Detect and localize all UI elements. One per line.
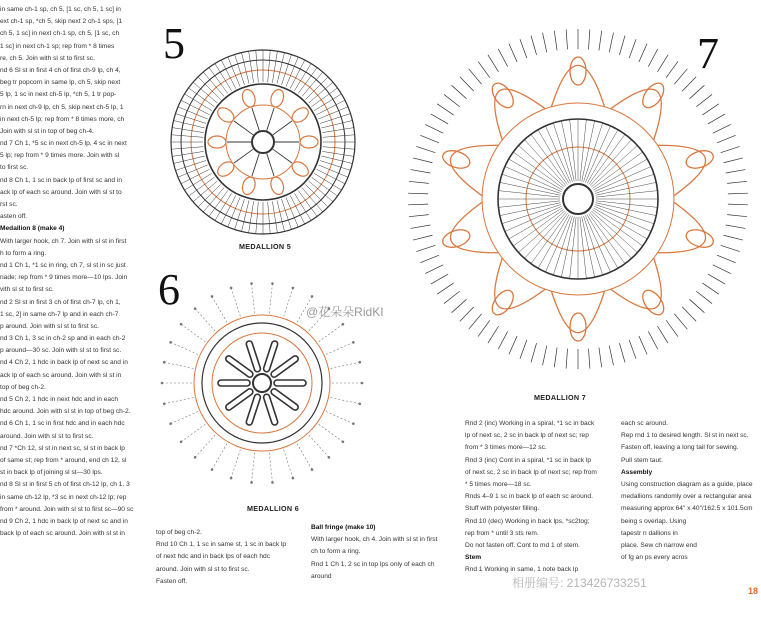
- left-column-line: asten off.: [0, 213, 28, 221]
- left-column-line: h to form a ring.: [0, 249, 47, 257]
- left-column-line: back lp of each sc around. Join with sl st in: [0, 530, 125, 538]
- right-col-b-line: Assembly: [621, 468, 653, 476]
- right-col-b-line: of fg an ps every acros: [621, 554, 688, 562]
- left-column-line: 5 lp; rep from * 9 times more. Join with sl: [0, 152, 120, 160]
- left-column-line: 5 lp, 1 sc in next ch-5 lp, *ch 5, 1 tr pop-: [0, 91, 117, 99]
- left-column-line: nd 8 Sl st in first 5 ch of first ch-12 lp, ch 1, 3: [0, 481, 130, 489]
- mid-column-line: of next hdc and in back lps of each hdc: [156, 553, 270, 561]
- right-col-b-line: Fasten off, leaving a long tail for sewing.: [621, 444, 739, 452]
- left-column-line: ch 5, 1 sc] in next ch-1 sp, ch 5, [1 sc, ch: [0, 30, 120, 38]
- left-column-line: ack lp of each sc around. Join with sl st to: [0, 188, 122, 196]
- left-column-line: nd 6 Sl st in first 4 ch of first ch-9 lp, ch 4,: [0, 66, 121, 74]
- watermark-weibo: @花朵朵RidKI: [306, 305, 384, 319]
- medallion-7-diagram: [408, 29, 748, 369]
- right-col-a-line: Rnd 10 (dec) Working in back lps, *sc2tog;: [465, 517, 590, 525]
- watermark-album-id: 相册编号: 213426733251: [512, 576, 647, 590]
- left-column-line: ack lp of each sc around. Join with sl st in: [0, 371, 122, 379]
- right-col-b-line: Using construction diagram as a guide, place: [621, 480, 753, 488]
- right-col-b-line: place. Sew ch narrow end: [621, 541, 697, 549]
- left-column-line: beg tr popcorn in same lp, ch 5, skip next: [0, 79, 121, 87]
- right-col-b-line: being s overlap. Using: [621, 517, 687, 525]
- left-column-line: nd 5 Ch 2, 1 hdc in next hdc and in each: [0, 396, 119, 403]
- left-column-line: Join with sl st in top of beg ch-4.: [0, 127, 94, 135]
- left-column-line: nd 7 Ch 1, *5 sc in next ch-5 lp, 4 sc in next: [0, 140, 127, 148]
- right-col-a-line: Stuff with polyester filling.: [465, 505, 540, 513]
- right-col-a-line: Rnds 4–9 1 sc in back lp of each sc around.: [465, 493, 593, 501]
- left-column-line: from * around. Join with sl st to first sc—90 sc: [0, 505, 134, 513]
- left-column-line: st in back lp of joining sl st—30 lps.: [0, 469, 103, 477]
- left-column-line: nd 9 Ch 2, 1 hdc in back lp of next sc and in: [0, 517, 128, 525]
- ball-fringe-line: around: [311, 572, 332, 580]
- left-column-line: ext ch-1 sp, *ch 5, skip next 2 ch-1 sps, [1: [0, 18, 123, 26]
- right-col-b-line: each sc around.: [621, 420, 668, 427]
- left-column-line: around. Join with sl st to first sc.: [0, 432, 94, 440]
- left-column-line: in next ch-5 lp; rep from * 8 times more, ch: [0, 115, 125, 123]
- right-col-a-line: of next sc, 2 sc in back lp of next sc; rep from: [465, 468, 597, 476]
- left-column-line: p around. Join with sl st to first sc.: [0, 322, 99, 330]
- mid-column-line: Fasten off.: [156, 577, 188, 585]
- right-col-a-line: from * 3 times more—12 sc.: [465, 444, 547, 452]
- figure-number-6: 6: [158, 265, 180, 314]
- left-column-line: nd 8 Ch 1, 1 sc in back lp of first sc and in: [0, 176, 123, 184]
- medallion-5-diagram: [171, 50, 355, 234]
- left-column-line: nade; rep from * 9 times more—10 lps. Join: [0, 274, 128, 282]
- left-column-line: in same ch-1 sp, ch 5, [1 sc, ch 5, 1 sc] in: [0, 6, 121, 13]
- left-column-line: of same st; rep from * around, end ch 12, sl: [0, 456, 127, 464]
- right-col-b-line: Pull stem taut.: [621, 456, 663, 464]
- left-column-line: nd 6 Ch 1, 1 sc in first hdc and in each hdc: [0, 420, 125, 428]
- left-column-line: nd 7 *Ch 12, sl st in next sc, sl st in back lp: [0, 444, 125, 452]
- ball-fringe-line: Ball fringe (make 10): [311, 524, 376, 531]
- left-column-line: nd 1 Ch 1, *1 sc in ring, ch 7, sl st in sc just: [0, 261, 126, 269]
- left-column-line: in same ch-12 lp, *3 sc in next ch-12 lp; rep: [0, 493, 127, 501]
- left-column-line: 1 sc] in next ch-1 sp; rep from * 8 times: [0, 42, 115, 50]
- caption-medallion-6: MEDALLION 6: [247, 504, 300, 513]
- ball-fringe-line: ch to form a ring.: [311, 548, 361, 556]
- right-col-a-line: Do not fasten off. Cont to md 1 of stem.: [465, 541, 580, 549]
- right-col-a-line: * 5 times more—18 sc.: [465, 480, 532, 488]
- left-column-line: rn in next ch-9 lp, ch 5, skip next ch-5 lp, 1: [0, 103, 124, 111]
- right-col-a-line: Stem: [465, 554, 482, 562]
- right-col-a-line: rep from * until 3 sts rem.: [465, 529, 539, 537]
- right-col-a-line: lp of next sc, 2 sc in back lp of next sc; rep: [465, 432, 589, 440]
- right-col-a-line: Rnd 2 (inc) Working in a spiral, *1 sc in back: [465, 420, 595, 427]
- right-col-b-line: Rep rnd 1 to desired length. Sl st in next sc.: [621, 432, 749, 440]
- left-column-line: With larger hook, ch 7. Join with sl st in first: [0, 237, 127, 245]
- figure-number-5: 5: [163, 19, 185, 68]
- left-column-line: nd 2 Sl st in first 3 ch of first ch-7 lp, ch 1,: [0, 298, 121, 306]
- caption-medallion-5: MEDALLION 5: [239, 242, 292, 251]
- mid-column-line: top of beg ch-2.: [156, 529, 202, 536]
- right-col-b-line: measuring approx 64" x 40"/162.5 x 101.5cm: [621, 505, 753, 513]
- caption-medallion-7: MEDALLION 7: [534, 393, 587, 402]
- right-col-a-line: Rnd 3 (inc) Cont in a spiral, *1 sc in back lp: [465, 456, 592, 464]
- right-col-b-line: medallions randomly over a rectangular area: [621, 493, 752, 501]
- right-col-a-line: Rnd 1 Working in same, 1 note back lp: [465, 566, 579, 574]
- left-column-line: Medallion 8 (make 4): [0, 225, 65, 233]
- left-column-line: p around—30 sc. Join with sl st to first sc.: [0, 347, 122, 355]
- right-col-b-line: tapestr n dallions in: [621, 529, 678, 537]
- ball-fringe-line: With larger hook, ch 4. Join with sl st in first: [311, 536, 438, 544]
- left-column-line: 1 sc, 2] in same ch-7 lp and in each ch-7: [0, 310, 119, 318]
- left-column-line: re, ch 5. Join with sl st to first sc.: [0, 54, 95, 62]
- mid-column-line: Rnd 10 Ch 1, 1 sc in same st, 1 sc in back lp: [156, 541, 287, 549]
- left-column-line: to first sc.: [0, 164, 29, 172]
- page-number: 18: [748, 586, 759, 596]
- figure-number-7: 7: [697, 29, 719, 78]
- left-column-line: nd 3 Ch 1, 3 sc in ch-2 sp and in each ch-2: [0, 335, 126, 343]
- left-column-line: hdc around. Join with sl st in top of beg ch-2.: [0, 408, 131, 416]
- mid-column-line: around. Join with sl st to first sc.: [156, 565, 250, 573]
- left-column-line: vith sl st to first sc.: [0, 286, 54, 294]
- ball-fringe-line: Rnd 1 Ch 1, 2 sc in top lps only of each ch: [311, 560, 435, 568]
- left-column-line: nd 4 Ch 2, 1 hdc in back lp of next sc and in: [0, 359, 128, 367]
- left-column-line: top of beg ch-2.: [0, 383, 46, 391]
- left-column-line: rst sc.: [0, 201, 18, 208]
